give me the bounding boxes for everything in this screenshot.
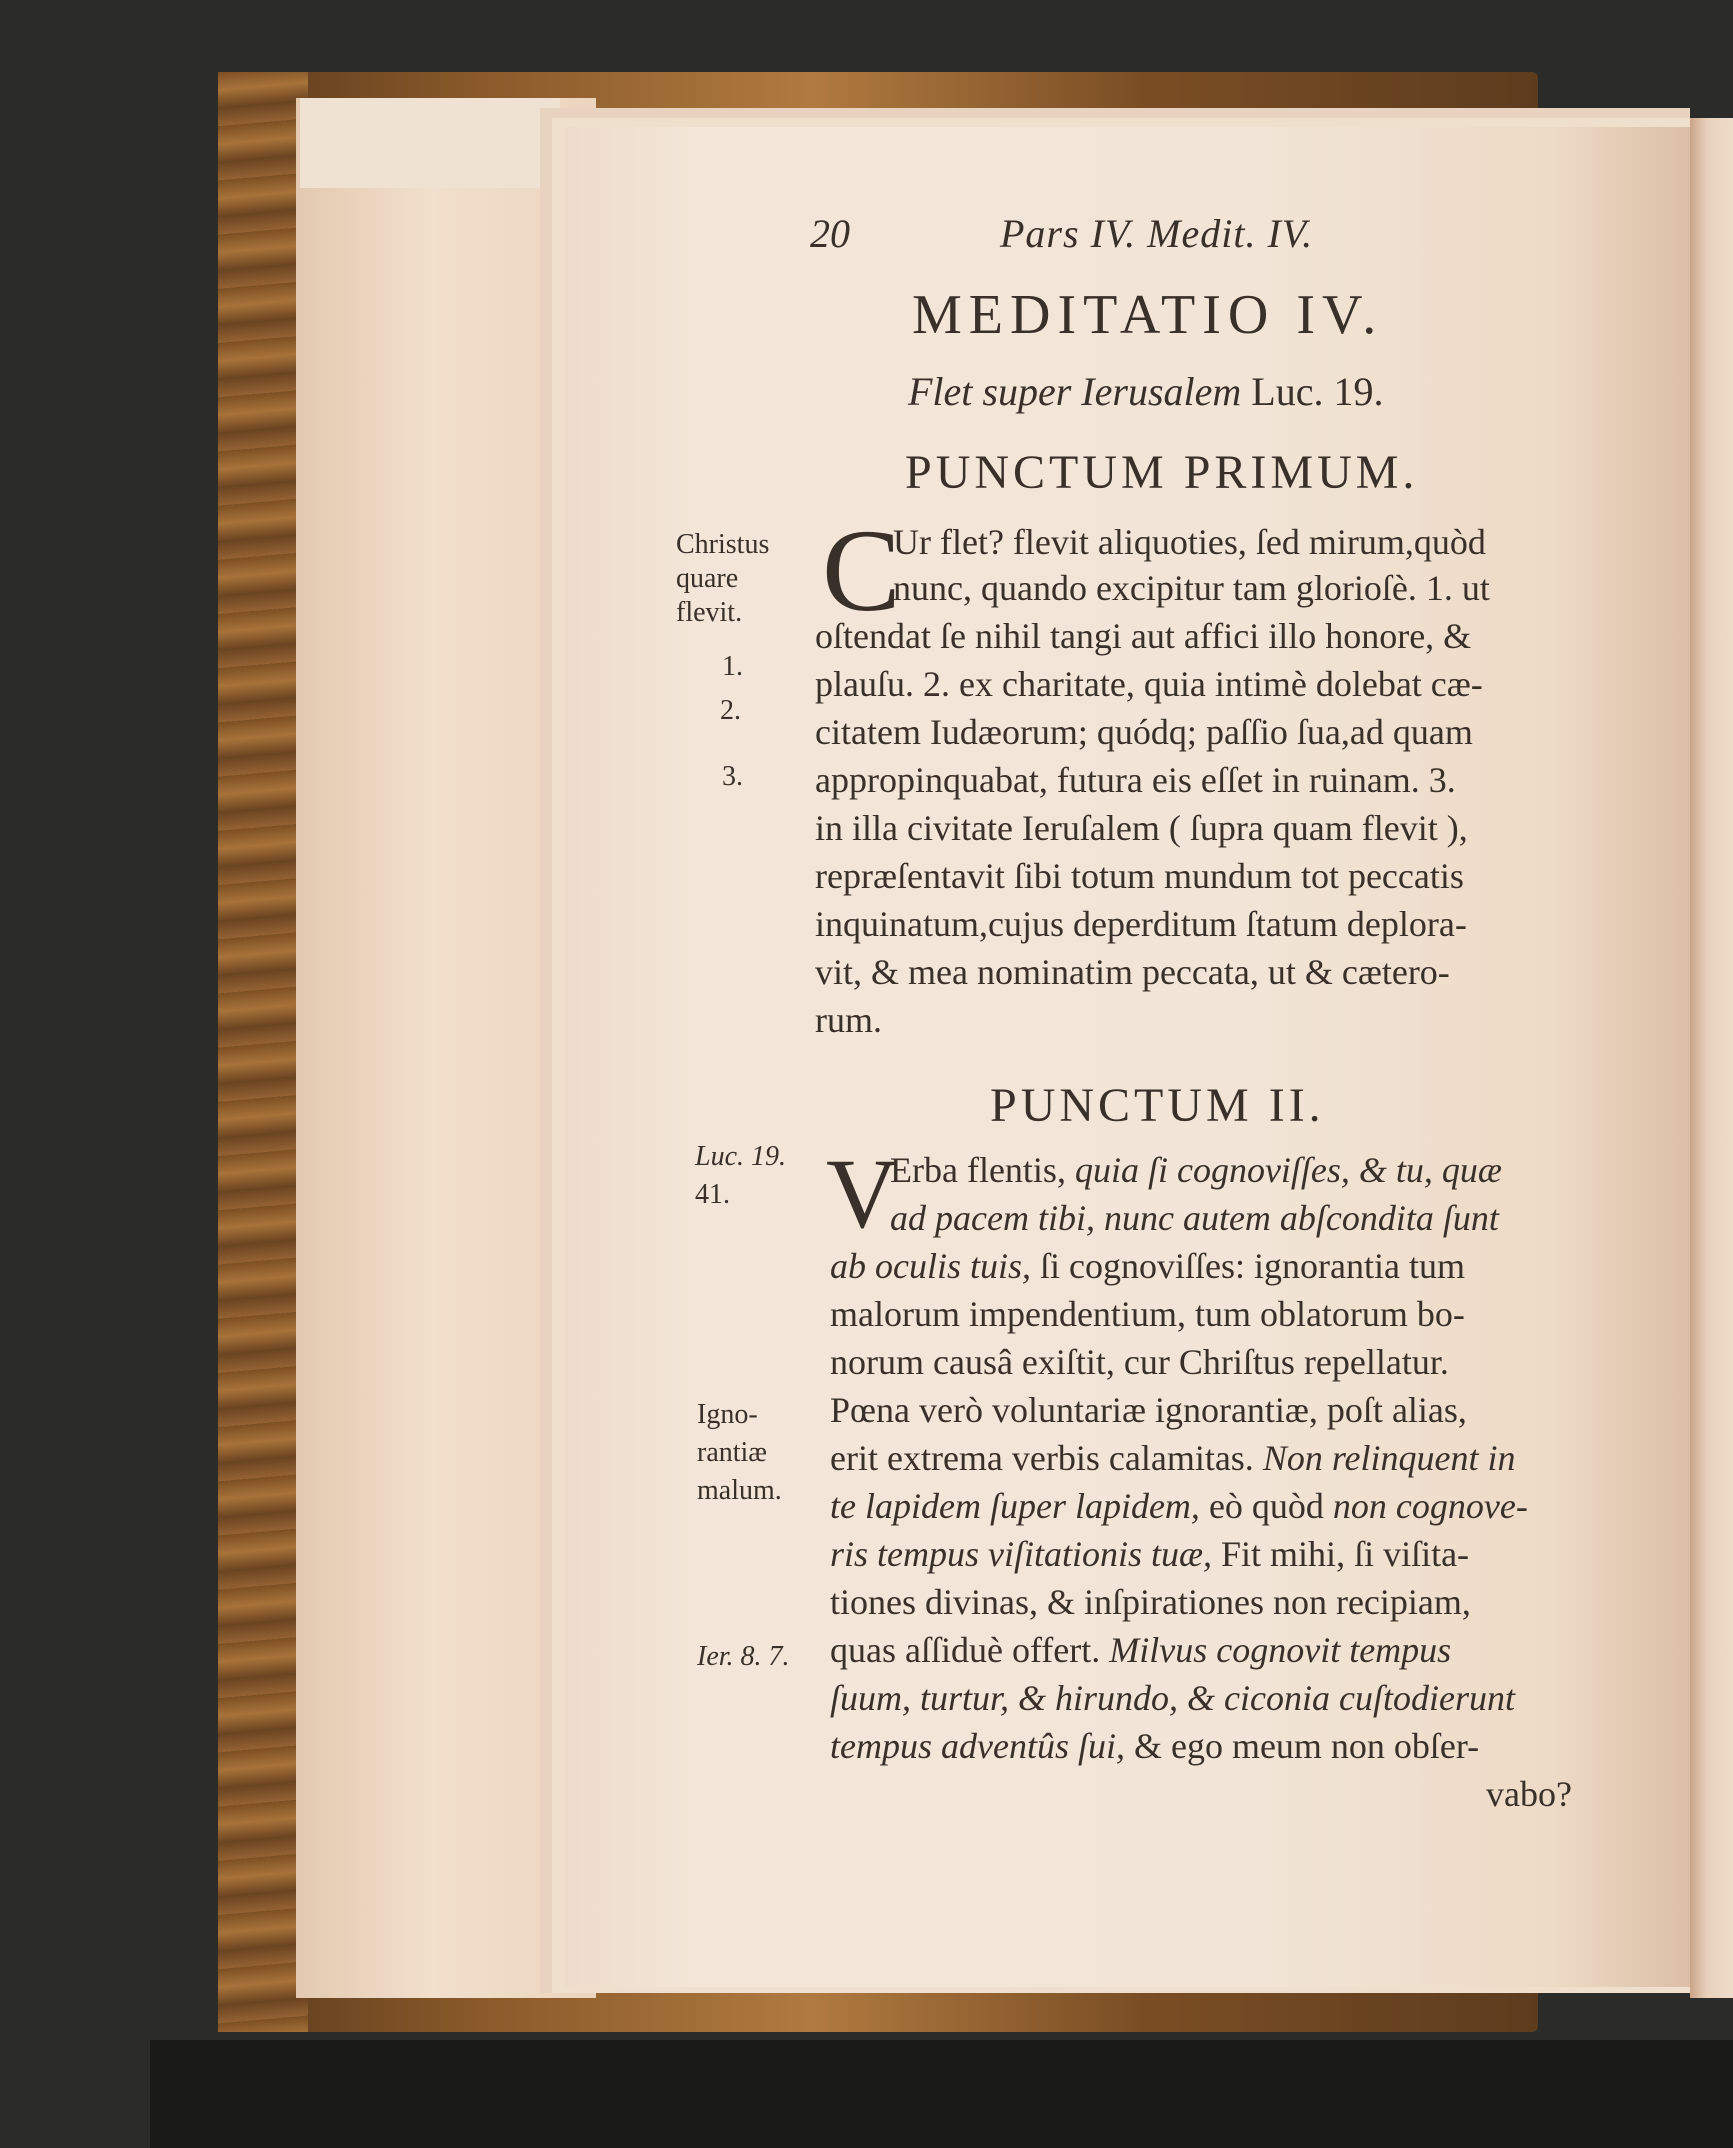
s2-line-13-italic: tempus adventûs ſui, xyxy=(830,1726,1125,1766)
s2-line-7-roman: erit extrema verbis calamitas. xyxy=(830,1438,1263,1478)
subtitle xyxy=(908,368,1383,415)
catchword: vabo? xyxy=(1486,1774,1572,1814)
s1-line-10: vit, & mea nominatim peccata, ut & cætero- xyxy=(815,952,1450,992)
flyleaf-fold xyxy=(300,98,560,188)
s2-line-9 xyxy=(830,1532,1469,1576)
s2-line-10: tiones divinas, & inſpirationes non recipiam, xyxy=(830,1582,1471,1622)
s1-line-2: nunc, quando excipitur tam glorioſè. 1. ut xyxy=(893,568,1490,608)
s2-line-7-italic: Non relinquent in xyxy=(1262,1438,1516,1478)
section-heading-1: PUNCTUM PRIMUM. xyxy=(905,446,1419,499)
s2-line-9-roman: Fit mihi, ſi viſita- xyxy=(1212,1534,1470,1574)
margin-note-number-2: 2. xyxy=(720,695,741,726)
s2-line-9-italic: ris tempus viſitationis tuæ, xyxy=(830,1534,1213,1574)
margin-note-number-3: 3. xyxy=(722,761,743,792)
s2-line-1 xyxy=(890,1148,1502,1192)
s2-line-1-roman: Erba flentis, xyxy=(890,1150,1075,1190)
margin-note-ignorantia-1: Igno- xyxy=(697,1399,758,1430)
s2-line-13 xyxy=(830,1724,1479,1768)
s1-line-8: repræſentavit ſibi totum mundum tot peccatis xyxy=(815,856,1464,896)
s1-line-11: rum. xyxy=(815,1000,882,1040)
margin-note-ignorantia-2: rantiæ xyxy=(697,1437,767,1468)
s2-line-3-italic: ab oculis tuis, xyxy=(830,1246,1032,1286)
subtitle-reference: Luc. 19. xyxy=(1241,369,1384,414)
margin-note-luc-2: 41. xyxy=(695,1179,730,1210)
running-head: Pars IV. Medit. IV. xyxy=(1000,211,1314,256)
background-shadow xyxy=(150,2040,1733,2148)
marbled-spine xyxy=(218,72,308,2032)
margin-note-christus-1: Christus xyxy=(676,529,770,560)
margin-note-ier: Ier. 8. 7. xyxy=(697,1641,790,1672)
page-number: 20 xyxy=(810,211,850,256)
s2-line-8-italic-b: non cognove- xyxy=(1323,1486,1528,1526)
subtitle-italic: Flet super Ierusalem xyxy=(908,369,1242,414)
s2-line-2: ad pacem tibi, nunc autem abſcondita ſunt xyxy=(890,1198,1499,1238)
s2-line-4: malorum impendentium, tum oblatorum bo- xyxy=(830,1294,1465,1334)
drop-cap-c: C xyxy=(822,505,901,636)
s2-line-7 xyxy=(830,1436,1515,1480)
s2-line-1-italic: quia ſi cognoviſſes, & tu, quæ xyxy=(1074,1150,1502,1190)
s1-line-5: citatem Iudæorum; quódq; paſſio ſua,ad quam xyxy=(815,712,1473,752)
s2-line-8-italic-a: te lapidem ſuper lapidem, xyxy=(830,1486,1209,1526)
margin-note-luc-1: Luc. 19. xyxy=(695,1141,786,1172)
margin-note-ignorantia-3: malum. xyxy=(697,1475,782,1506)
s2-line-11 xyxy=(830,1628,1451,1672)
margin-note-christus-3: flevit. xyxy=(676,597,743,628)
s2-line-13-roman: & ego meum non obſer- xyxy=(1124,1726,1480,1766)
s1-line-4: plauſu. 2. ex charitate, quia intimè dolebat cæ- xyxy=(815,664,1483,704)
section-heading-2: PUNCTUM II. xyxy=(990,1079,1325,1132)
s2-line-11-roman: quas aſſiduè offert. xyxy=(830,1630,1110,1670)
s2-line-5: norum causâ exiſtit, cur Chriſtus repellatur. xyxy=(830,1342,1449,1382)
s2-line-8-roman: eò quòd xyxy=(1208,1486,1324,1526)
s2-line-3-roman: ſi cognoviſſes: ignorantia tum xyxy=(1031,1246,1465,1286)
page-title: MEDITATIO IV. xyxy=(912,284,1384,346)
facing-page-edge xyxy=(1690,118,1733,1998)
s2-line-3 xyxy=(830,1244,1465,1288)
s1-line-6: appropinquabat, futura eis eſſet in ruinam. 3. xyxy=(815,760,1456,800)
s2-line-11-italic: Milvus cognovit tempus xyxy=(1109,1630,1452,1670)
s2-line-6: Pœna verò voluntariæ ignorantiæ, poſt alias, xyxy=(830,1390,1467,1430)
margin-note-christus-2: quare xyxy=(676,563,739,594)
drop-cap-v: V xyxy=(826,1138,899,1249)
margin-note-number-1: 1. xyxy=(722,651,743,682)
s1-line-7: in illa civitate Ieruſalem ( ſupra quam flevit ), xyxy=(815,808,1468,848)
s2-line-12: ſuum, turtur, & hirundo, & ciconia cuſtodierunt xyxy=(830,1678,1515,1718)
s1-line-9: inquinatum,cujus deperditum ſtatum deplora- xyxy=(815,904,1467,944)
s2-line-8 xyxy=(830,1484,1528,1528)
s1-line-3: oſtendat ſe nihil tangi aut affici illo honore, & xyxy=(815,616,1472,656)
s1-line-1: Ur flet? flevit aliquoties, ſed mirum,quòd xyxy=(893,522,1486,562)
